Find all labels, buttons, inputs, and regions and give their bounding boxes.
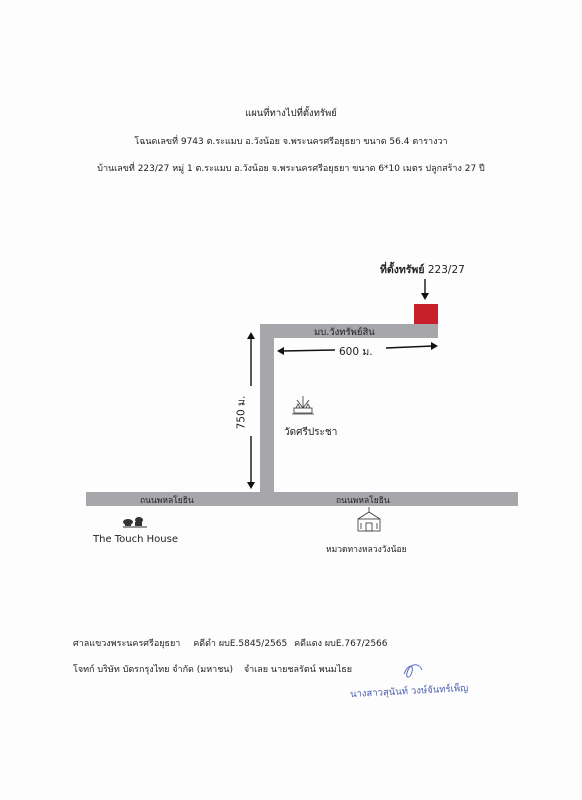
touch-house-label: The Touch House [93,534,178,545]
highway-office-label: หมวดทางหลวงวังน้อย [326,545,407,555]
property-label-bold: ที่ตั้งทรัพย์ [380,264,425,276]
property-label-number: 223/27 [427,264,465,276]
parties-line [73,662,352,676]
village-label: มบ.วังทรัพย์สิน [314,327,375,338]
court-name: ศาลแขวงพระนครศรีอยุธยา [73,639,181,649]
page-title: แผนที่ทางไปที่ตั้งทรัพย์ [245,108,337,119]
case-red: คดีแดง ผบE.767/2566 [294,639,388,649]
court-line [73,636,388,650]
horizontal-distance-label: 600 ม. [339,346,373,358]
main-road-label-right: ถนนพหลโยธิน [336,496,390,506]
touch-house-icon [123,517,147,527]
defendant: จำเลย นายชลรัตน์ พนมไธย [243,665,353,675]
plaintiff: โจทก์ บริษัท บัตรกรุงไทย จำกัด (มหาชน) [73,665,233,675]
vertical-distance-label: 750 ม. [235,395,248,430]
house-line: บ้านเลขที่ 223/27 หมู่ 1 ต.ระแมบ อ.วังน้อย จ.พระนครศรีอยุธยา ขนาด 6*10 เมตร ปลูกสร้าง 27 ปี [97,164,485,174]
signature [404,665,422,677]
highway-office-icon [358,507,380,531]
main-road-label-left: ถนนพหลโยธิน [140,496,194,506]
case-black: คดีดำ ผบE.5845/2565 [193,639,288,649]
property-pointer-arrow [421,279,429,300]
signer-name: นางสาวสุนันท์ วงษ์จันทร์เพ็ญ [349,682,469,701]
temple-icon [292,396,314,414]
deed-line: โฉนดเลขที่ 9743 ต.ระแมบ อ.วังน้อย จ.พระนครศรีอยุธยา ขนาด 56.4 ตารางวา [134,137,448,147]
property-label [380,261,465,278]
temple-label: วัดศรีประชา [284,427,338,438]
